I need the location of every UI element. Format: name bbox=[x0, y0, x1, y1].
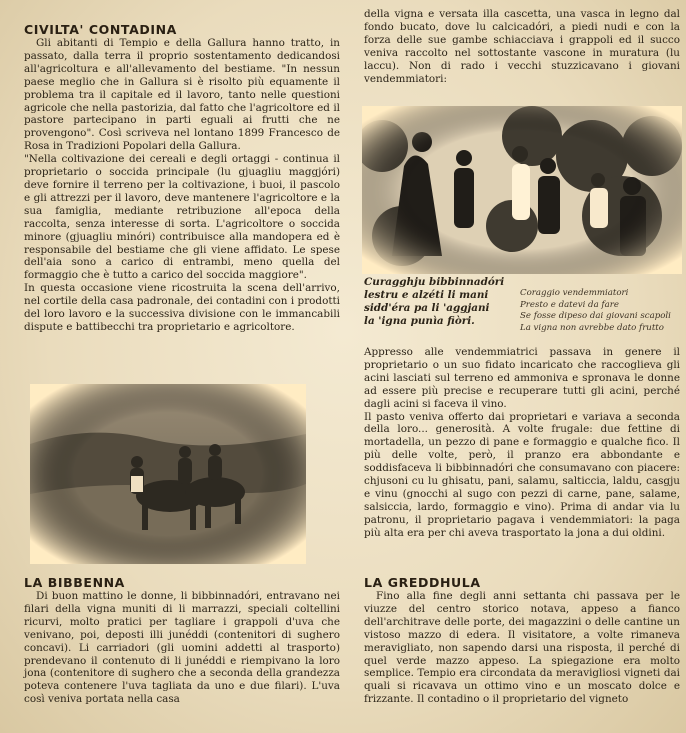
la-bibbenna-title: LA BIBBENNA bbox=[24, 575, 125, 590]
bibbenna-paragraph: Di buon mattino le donne, li bibbinnadóri, entravano nei filari della vigna muniti di li marrazzi, speciali coltellini ricurvi, molto pratici per tagliare i grappoli d'uva che venivano, poi, deposti illi junéddi (contenitori di sughero concavi). Li carriadori (gli uomini addetti al trasporto) prendevano il contenuto di li junéddi e riempivano la loro jona (contenitore di sughero che a seconda della grandezza poteva contenere l'uva tagliata da uno e due filari). L'uva così veniva portata nella casa bbox=[24, 590, 340, 706]
poem-dialect-line-2: lestru e alzéti li mani bbox=[364, 289, 489, 301]
la-greddhula-title: LA GREDDHULA bbox=[364, 575, 481, 590]
poem-translation bbox=[520, 288, 684, 334]
vendemmia-paragraph-2: Appresso alle vendemmiatrici passava in genere il proprietario o un suo fidato incaricato che raccoglieva gli acini lasciati sul terreno ed ammoniva e spronava le donne ad essere più precise e recuperare tutti gli acini, perché dagli acini si faceva il vino. bbox=[364, 346, 680, 410]
poem-translation-line-3: Se fosse dipeso dai giovani scapoli bbox=[520, 311, 671, 322]
civilta-contadina-title: CIVILTA' CONTADINA bbox=[24, 22, 177, 37]
ox-plough-photo-image bbox=[30, 384, 306, 564]
poem-dialect-line-3: sidd'éra pa li 'aggjani bbox=[364, 302, 490, 314]
poem-dialect-line-4: la 'igna punìa fiòri. bbox=[364, 315, 475, 327]
grape-harvest-photo-image bbox=[362, 106, 682, 274]
poem-translation-line-4: La vigna non avrebbe dato frutto bbox=[520, 322, 664, 333]
civilta-paragraph-1: Gli abitanti di Tempio e della Gallura hanno tratto, in passato, dalla terra il proprio sostentamento dedicandosi all'agricoltura e all'allevamento del bestiame. "In nessun paese meglio che in Gallura si è risolto più equamente il problema tra il capitale ed il lavoro, tanto nelle questioni agricole che nella pastorizia, dal fatto che l'agricoltore ed il pastore partecipano in parti eguali ai frutti che ne provengono". Così scriveva nel lontano 1899 Francesco de Rosa in Tradizioni Popolari della Gallura. bbox=[24, 37, 340, 153]
greddhula-paragraph: Fino alla fine degli anni settanta chi passava per le viuzze del centro storico notava, appeso a fianco dell'architrave delle porte, dei magazzini o delle cantine un vistoso mazzo di edera. Il visitatore, a volte rimaneva meravigliato, non sapendo darsi una risposta, il perché di quel verde mazzo appeso. La spiegazione era molto semplice. Tempio era circondata da meravigliosi vigneti dai quali si ricavava un ottimo vino e un moscato dolce e frizzante. Il contadino o il proprietario del vigneto bbox=[364, 590, 680, 706]
poem-translation-line-1: Coraggio vendemmiatori bbox=[520, 288, 629, 298]
ox-plough-photo bbox=[30, 384, 306, 564]
poem-translation-line-2: Presto e datevi da fare bbox=[520, 299, 619, 310]
poem-dialect-line-1: Curagghju bibbinnadóri bbox=[364, 276, 505, 288]
vendemmia-paragraph-3: Il pasto veniva offerto dai proprietari e variava a seconda della loro... generosità. A volte frugale: due fettine di mortadella, un pezzo di pane e formaggio e qualche fico. Il più delle volte, però, il pranzo era abbondante e soddisfaceva li bibbinnadóri che consumavano con piacere: chjusoni cu lu ghisatu, pani, salamu, salticcia, laldu, casgju e vinu (gnocchi al sugo con pezzi di carne, pane, salame, salsiccia, lardo, formaggio e vino). Prima di andar via lu patronu, il proprietario pagava i vendemmiatori: la paga più alta era per chi aveva trasportato la jona a dui oldini. bbox=[364, 410, 680, 539]
poem-dialect bbox=[364, 276, 524, 328]
vendemmia-paragraph: della vigna e versata illa cascetta, una vasca in legno dal fondo bucato, dove lu calcicadóri, a piedi nudi e con la forza delle sue gambe schiacciava i grappoli ed il succo veniva raccolto nel sottostante vascone in muratura (lu laccu). Non di rado i vecchi stuzzicavano i giovani vendemmiatori: bbox=[364, 8, 680, 85]
civilta-paragraph-3: In questa occasione viene ricostruita la scena dell'arrivo, nel cortile della casa padronale, dei contadini con i prodotti del loro lavoro e la successiva divisione con le immancabili dispute e battibecchi tra proprietario e agricoltore. bbox=[24, 282, 340, 333]
civilta-paragraph-2: "Nella coltivazione dei cereali e degli ortaggi - continua il proprietario o soccida principale (lu gjuagliu maggjóri) deve fornire il terreno per la coltivazione, i buoi, il pascolo e gli attrezzi per il lavoro, deve mantenere l'agricoltore e la sua famiglia, mediante retribuzione all'epoca della raccolta, senza interesse di sorta. L'agricoltore o soccida minore (gjuagliu minóri) contribuisce alla mandopera ed è responsabile del bestiame che gli viene affidato. Le spese dell'aia sono a carico di entrambi, meno quella del formaggio che è tutto a carico del soccida maggiore". bbox=[24, 153, 340, 282]
grape-harvest-photo bbox=[362, 106, 682, 274]
